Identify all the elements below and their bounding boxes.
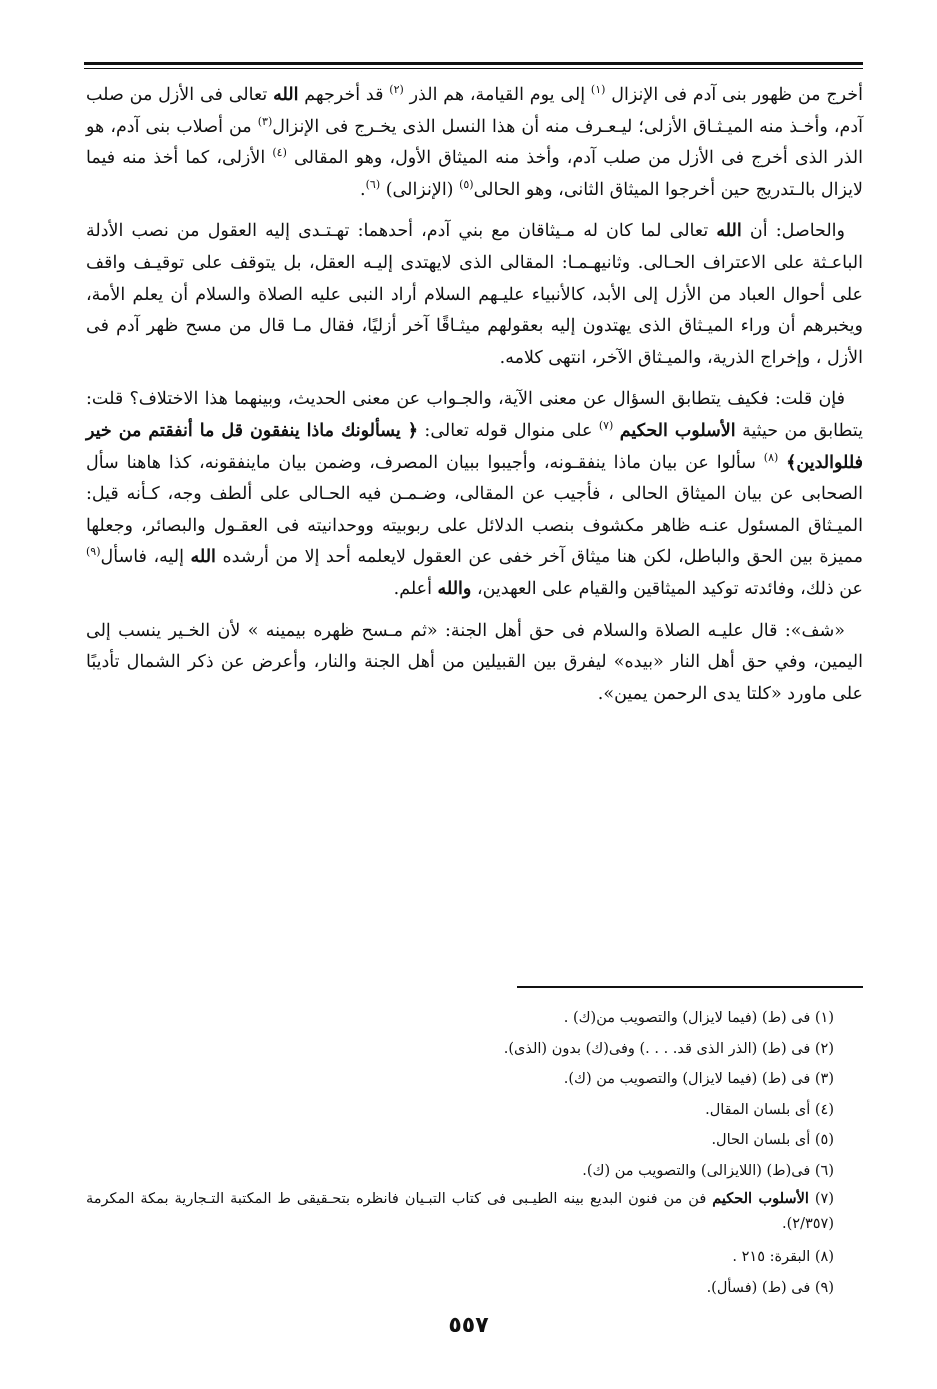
footnote-reference: (٦) (365, 177, 381, 191)
footnote-item (86, 1156, 834, 1187)
footnotes (86, 1003, 834, 1303)
text-segment: تعالى فى الأزل من صلب آدم، وأخـذ منه الميـثـاق الأزلى؛ ليـعـرف منه أن هذا النسل الذى يخـرج فى الإنزال (86, 85, 863, 137)
header-rule (84, 62, 863, 69)
footnote-item (86, 1095, 834, 1126)
text-segment: فن من فنون البديع بينه الطيـبى فى كتاب التبـيان فانظره بتحـقيقى ط المكتبة التـجارية بمكة المكرمة (٢/٣٥٧). (86, 1191, 834, 1232)
bold-text: الله (190, 547, 216, 568)
text-segment: (الإنزالى) (380, 179, 460, 200)
footnote-item (86, 1034, 834, 1065)
text-segment: إلى يوم القيامة، هم الذر (403, 85, 591, 105)
paragraph (86, 80, 863, 206)
footnote-reference: (٢) (389, 83, 404, 97)
text-segment: من أصلاب بنى آدم، هو الذر الذى أخرج فى الأزل من صلب آدم، وأخذ منه الميثاق الأول، وهو المقالى (86, 116, 863, 169)
footnote-reference: (٣) (257, 114, 273, 128)
paragraph (86, 384, 863, 605)
footnote-reference: (٤) (272, 146, 287, 160)
text-segment: والحاصل: أن (741, 221, 845, 242)
footnote-reference: (٥) (459, 177, 474, 191)
text-segment: (٩) فى (ط) (فسأل). (706, 1279, 834, 1296)
bold-text: الله (716, 221, 742, 242)
text-segment: . (360, 179, 366, 200)
paragraph (86, 616, 863, 711)
footnote-item (86, 1003, 834, 1034)
text-segment: فإن قلت: فكيف يتطابق السؤال عن معنى الآية، والجـواب عن معنى الحديث، وبينهما هذا الاختلاف؟ قلت: يتطابق من حيثية (86, 389, 863, 441)
paragraph (86, 216, 863, 374)
text-segment: أخرج من ظهور بنى آدم فى الإنزال (605, 85, 863, 105)
header-rule-thin-line (84, 68, 863, 69)
bold-text: الأسلوب الحكيم (712, 1190, 809, 1207)
footnote-reference: (٨) (763, 450, 779, 464)
footnote-reference: (١) (590, 83, 606, 97)
bold-text: الله (273, 85, 299, 105)
text-segment: (٧) (808, 1191, 834, 1207)
bold-text: الأسلوب الحكيم (619, 420, 736, 441)
text-segment: (٤) أى بلسان المقال. (705, 1101, 834, 1118)
text-segment: أعلم. (393, 578, 438, 599)
text-segment: (٦) فى(ط) (اللايزالى) والتصويب من (ك). (582, 1162, 834, 1179)
text-segment: «شف»: قال عليـه الصلاة والسلام فى حق أهل الجنة: «ثم مـسح ظهره بيمينه » لأن الخـير ينسب إلى اليمين، وفي حق أهل النار «بيده» ليفرق بين القبيلين من أهل الجنة والنار، وأعرض عن ذكر الشمال تأديبًا على ماورد «كلتا يدى الرحمن يمين». (86, 620, 863, 704)
text-segment: (٢) فى (ط) (الذر الذى قد. . . .) وفى(ك) بدون (الذى). (503, 1040, 834, 1057)
footnote-reference: (٩) (86, 545, 101, 559)
header-rule-thick-line (84, 62, 863, 65)
footnote-separator (517, 986, 863, 988)
text-segment: (٣) فى (ط) (فيما لايزال) والتصويب من (ك). (563, 1071, 834, 1087)
text-segment: الأزلى، كما أخذ منه فيما لايزال بالـتدريج حين أخرجوا الميثاق الثانى، وهو الحالى (86, 148, 863, 200)
text-segment: (٨) البقرة: ٢١٥ . (732, 1249, 834, 1265)
footnote-item (86, 1273, 834, 1304)
bold-text: والله (437, 578, 472, 599)
text-segment: إليه، فاسأل (100, 547, 191, 568)
footnote-item (86, 1186, 834, 1237)
text-segment: قد أخرجهم (298, 85, 390, 105)
text-segment: (١) فى (ط) (فيما لايزال) والتصويب من(ك) . (563, 1010, 834, 1026)
footnote-item (86, 1064, 834, 1095)
footnote-item (86, 1125, 834, 1156)
text-segment: على منوال قوله تعالى: (418, 420, 599, 441)
text-segment: تعالى لما كان له مـيثاقان مع بني آدم، أحدهما: تهـتـدى إليه العقول من نصب الأدلة الباعـثة على الاعتراف الحـالى. وثانيهـمـا: المقالى الذى لايهتدى إليـه العقل، بل يتوقف على توقيـف واقف على أحوال العباد من الأزل إلى الأبد، كالأنبياء عليـهم السلام أراد النبى عليه الصلاة والسلام أن يعلم الأمة، ويخبرهم أن وراء الميـثاق الذى يهتدون إليه بعقولهم ميثـاقًا آخر أزليًا، فقال مـا قال من مسح ظهر آدم فى الأزل ، وإخراج الذرية، والميـثاق الآخر، انتهى كلامه. (86, 221, 863, 368)
bold-text: ﴿ يسألونك ماذا ينفقون قل ما أنفقتم من خير فللوالدين﴾ (86, 420, 863, 473)
main-text (86, 80, 863, 720)
footnote-reference: (٧) (598, 419, 614, 433)
text-segment: عن ذلك، وفائدته توكيد الميثاقين والقيام على العهدين، (471, 578, 863, 599)
footnote-item (86, 1242, 834, 1273)
text-segment: (٥) أى بلسان الحال. (711, 1132, 834, 1148)
text-segment (778, 453, 786, 473)
page-number: ٥٥٧ (448, 1313, 489, 1338)
text-segment: سألوا عن بيان ماذا ينفقـونه، وأجيبوا ببيان المصرف، وضمن بيان ماينفقونه، كذا هاهنا سأل الصحابى عن بيان الميثاق الحالى ، فأجيب عن المقالى، وضـمـن فيه الحـالى على ألطف وجه، كـأنه قيل: الميـثاق المسئول عنـه ظاهر مكشوف بنصب الدلائل على ربوبيته ووحدانيته فى العقـول والبصائر، وجعلها مميزة بين الحق والباطل، لكن هنا ميثاق آخر خفى عن العقول لايعلمه أحد إلا من أرشده (86, 452, 863, 568)
